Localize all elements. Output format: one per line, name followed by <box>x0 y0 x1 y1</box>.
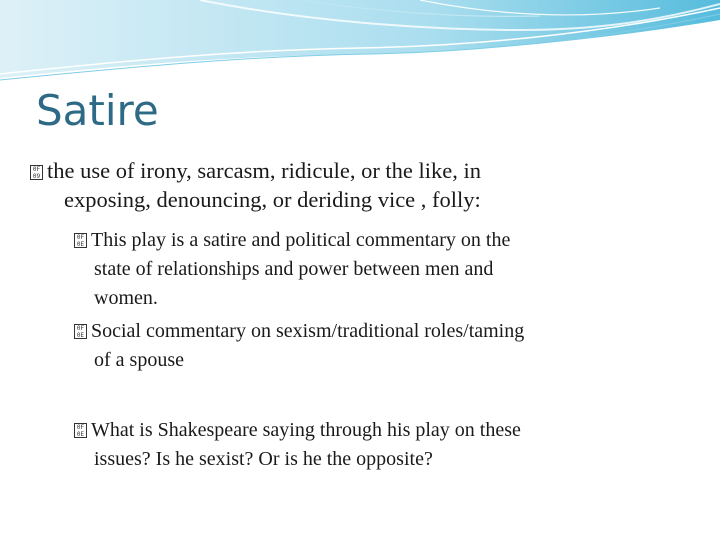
bullet-line-2: exposing, denouncing, or deriding vice , folly: <box>64 187 481 212</box>
header-wave-decoration <box>0 0 720 90</box>
slide-title: Satire <box>36 86 159 135</box>
bullet-marker-icon: 0F 09 <box>30 165 43 180</box>
sub-bullet-line-1: What is Shakespeare saying through his play on these <box>91 419 521 441</box>
sub-bullet-line-1: This play is a satire and political commentary on the <box>91 229 511 251</box>
sub-bullet-question <box>74 416 674 474</box>
sub-bullet-line-1: Social commentary on sexism/traditional roles/taming <box>91 320 525 342</box>
sub-bullet-line-2: of a spouse <box>94 349 184 371</box>
sub-bullet-line-3: women. <box>94 287 158 309</box>
bullet-marker-icon: 0F 0E <box>74 324 87 339</box>
bullet-definition <box>30 156 670 214</box>
sub-bullet-line-2: state of relationships and power between men and <box>94 258 494 280</box>
bullet-line-1: the use of irony, sarcasm, ridicule, or the like, in <box>47 158 482 183</box>
sub-bullet-line-2: issues? Is he sexist? Or is he the opposite? <box>94 448 433 470</box>
bullet-marker-icon: 0F 0E <box>74 423 87 438</box>
sub-bullet-social-commentary <box>74 317 674 375</box>
bullet-marker-icon: 0F 0E <box>74 233 87 248</box>
sub-bullet-satire-commentary <box>74 226 674 313</box>
